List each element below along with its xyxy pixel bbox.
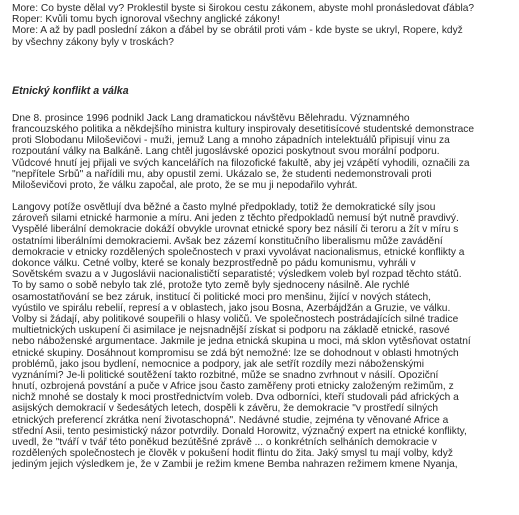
paragraph-line: demokracie v etnicky rozdělených společnostech v praxi vyvolávat nacionalismus, etnické konflikty a	[12, 246, 465, 258]
paragraph-line: etnické skupiny. Dosáhnout kompromisu se zdá být nemožné: lze se dohodnout v oblasti hmotných	[12, 347, 459, 359]
dialogue-line: Roper: Kvůli tomu bych ignoroval všechny anglické zákony!	[12, 14, 280, 26]
paragraph-line: osamostatňování se bez záruk, institucí či politické moci pro menšinu, žijící v nových státech,	[12, 291, 432, 303]
paragraph-line: Sovětském svazu a v Jugoslávii nacionalističtí separatisté; výsledkem voleb byl rozpad těchto států.	[12, 269, 462, 281]
paragraph-1	[12, 113, 514, 191]
paragraph-line: hnutí, ozbrojená povstání a puče v Africe jsou často zaměřeny proti etnicky založeným režimům, z	[12, 381, 454, 393]
paragraph-line: Miloševičovi proto, že válku započal, ale proto, že se mu ji nepodařilo vyhrát.	[12, 179, 358, 191]
paragraph-line: Dne 8. prosince 1996 podnikl Jack Lang dramatickou návštěvu Bělehradu. Významného	[12, 112, 410, 124]
paragraph-line: proti Slobodanu Miloševičovi - muži, jemuž Lang a mnoho západních intelektuálů připisují vinu za	[12, 135, 450, 147]
paragraph-line: rozpoutání války na Balkáně. Lang chtěl jugoslávské opozici poskytnout svou morální podporu.	[12, 146, 440, 158]
paragraph-line: "nepřítele Srbů" a nařídili mu, aby opustil zemi. Ukázalo se, že studenti nedemonstrovali proti	[12, 168, 432, 180]
paragraph-line: Langovy potíže osvětlují dva běžné a často mylné předpoklady, totiž že demokratické síly jsou	[12, 202, 436, 214]
paragraph-line: nichž mnohé se dostaly k moci prostřednictvím voleb. Dva odborníci, kteří studovali pád afrických a	[12, 392, 459, 404]
paragraph-line: nebo náboženské argumentace. Jakmile je jedna etnická skupina u moci, má sklon vytěsňovat ostatní	[12, 336, 471, 348]
paragraph-line: zároveň silami etnické harmonie a míru. Ani jeden z těchto předpokladů nemusí být nutně pravdivý.	[12, 213, 459, 225]
paragraph-line: To by samo o sobě nebylo tak zlé, protože tyto země byly sjednoceny násilně. Ale rychlé	[12, 280, 410, 292]
paragraph-line: Vyspělé liberální demokracie dokáží obvykle urovnat etnické spory bez násilí či teroru a žít v míru s	[12, 224, 459, 236]
paragraph-line: Vůdcové hnutí jej přijali ve svých kancelářích na filozofické fakultě, aby jej vzápětí vyhodili, označili za	[12, 157, 470, 169]
dialogue-line: More: Co byste dělal vy? Proklestil byste si širokou cestu zákonem, abyste mohl pronásledovat ďábla?	[12, 3, 475, 14]
dialogue-block	[12, 3, 514, 48]
paragraph-line: rozdělených společnostech je člověk v pokušení hodit flintu do žita. Jaký smysl tu mají volby, když	[12, 448, 453, 460]
paragraph-line: etnických preferencí zkrátka není životaschopná". Nedávné studie, zejména ty věnované Africe a	[12, 414, 449, 426]
document-page	[12, 3, 514, 471]
paragraph-line: Volby si žádají, aby politikové soupeřili o hlasy voličů. Ve společnostech postrádajících silné tradice	[12, 313, 459, 325]
paragraph-line: francouzského politika a někdejšího ministra kultury inspirovaly desetitisícové studentské demonstrace	[12, 123, 475, 135]
paragraph-line: střední Asii, tento pesimistický názor potvrdily. Donald Horowitz, význačný expert na etnické konflikty,	[12, 425, 467, 437]
dialogue-line: More: A až by padl poslední zákon a ďábel by se obrátil proti vám - kde byste se ukryl, Ropere, když	[12, 25, 463, 37]
paragraph-line: vyznáními? Je-li politické soutěžení takto rozbitné, může se snadno zvrhnout v násilí. Opoziční	[12, 369, 439, 381]
paragraph-2	[12, 202, 514, 471]
section-heading: Etnický konflikt a válka	[12, 84, 129, 97]
paragraph-line: problémů, jako jsou bydlení, nemocnice a podpory, jak ale setřít rozdíly mezi náboženskými	[12, 358, 425, 370]
paragraph-line: uvedl, že "tváří v tvář této poněkud bezútěšné zprávě ... o konkrétních selháních demokracie v	[12, 437, 437, 448]
paragraph-line: asijských demokracií v šedesátých letech, dospěli k závěru, že demokracie "v prostředí silných	[12, 403, 439, 415]
paragraph-line: ostatními liberálními demokraciemi. Avšak bez zázemí konstitučního liberalismu může zavádění	[12, 235, 443, 247]
paragraph-line: dokonce válku. Četné volby, které se konaly bezprostředně po pádu komunismu, vyhráli v	[12, 258, 416, 269]
paragraph-line: jediným jejich výsledkem je, že v Zambii je režim kmene Bemba nahrazen režimem kmene Nyanja,	[12, 459, 458, 471]
paragraph-line: vyústilo ve spirálu rebelií, represí a v oblastech, jako jsou Bosna, Ázerbájdžán a Gruzie, ve válku.	[12, 302, 451, 314]
paragraph-line: multietnických uskupení či asimilace je nejsnadnější získat si podporu na základě etnické, rasové	[12, 325, 450, 337]
dialogue-line: by všechny zákony byly v troskách?	[12, 36, 174, 48]
